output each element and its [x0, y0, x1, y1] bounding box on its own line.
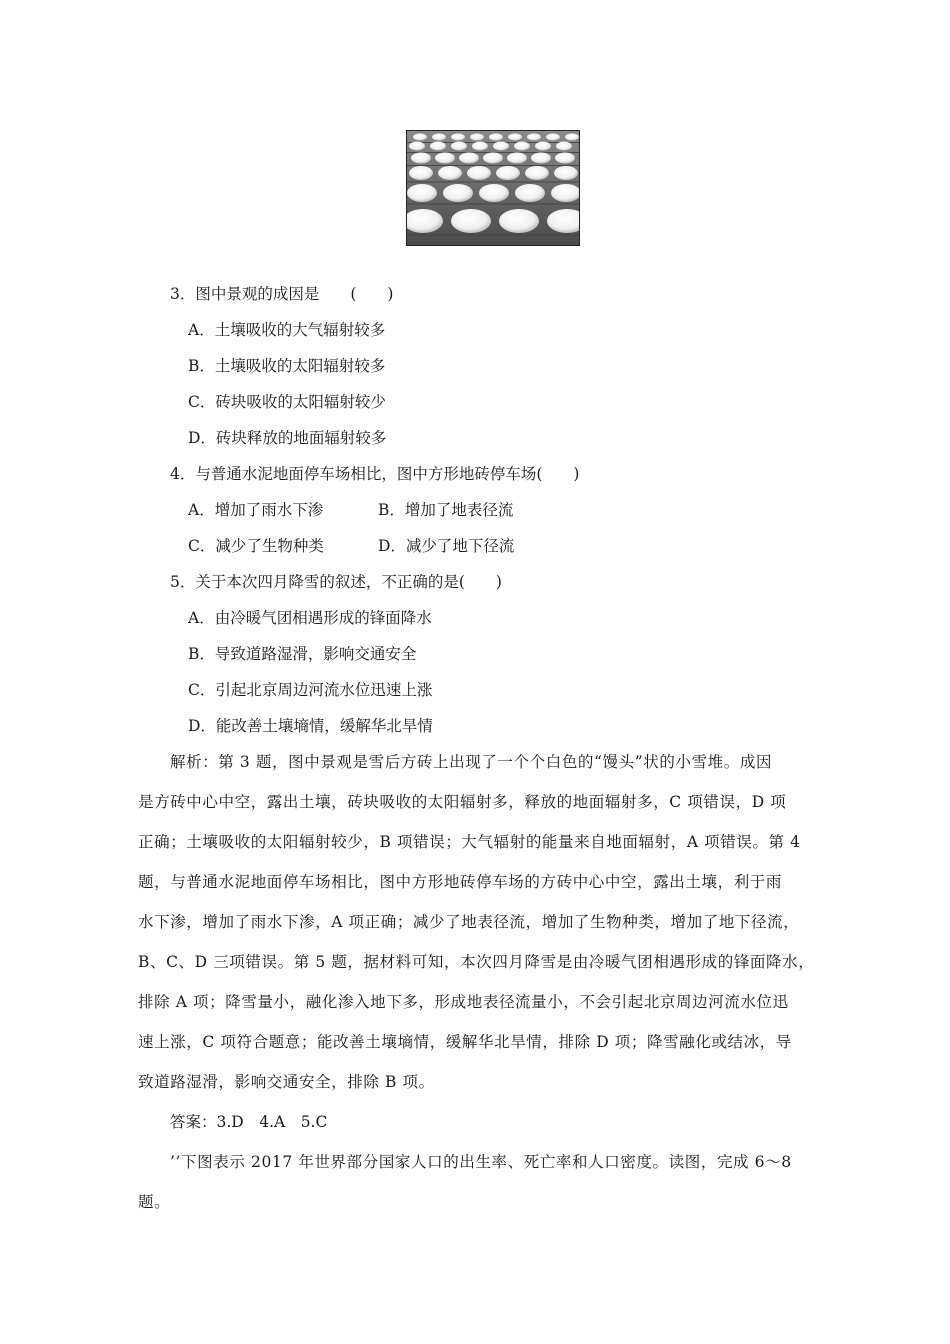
snow-mound [508, 134, 522, 141]
analysis-line: 水下渗，增加了雨水下渗，A 项正确；减少了地表径流，增加了生物种类，增加了地下径流， [138, 913, 800, 931]
snow-mound [413, 134, 427, 141]
question-3-option-a: A．土壤吸收的大气辐射较多 [188, 321, 386, 339]
question-5-option-b: B．导致道路湿滑，影响交通安全 [188, 645, 417, 663]
analysis-line: 题，与普通水泥地面停车场相比，图中方形地砖停车场的方砖中心中空，露出土壤，利于雨 [138, 873, 783, 891]
snow-mound [438, 166, 462, 180]
snow-mound [525, 166, 549, 180]
snow-mound [443, 184, 473, 202]
snow-mound [531, 153, 551, 164]
snow-mound [515, 184, 545, 202]
snow-mound [430, 142, 446, 151]
snow-mound [409, 142, 425, 151]
snow-mound [507, 153, 527, 164]
analysis-line: 致道路湿滑，影响交通安全，排除 B 项。 [138, 1073, 435, 1091]
question-4-option-d: D．减少了地下径流 [378, 537, 515, 555]
snow-mound [467, 166, 491, 180]
snow-mound [435, 153, 455, 164]
question-5-option-d: D．能改善土壤墒情，缓解华北旱情 [188, 717, 433, 735]
snow-mound [555, 153, 575, 164]
analysis-line: B、C、D 三项错误。第 5 题，据材料可知，本次四月降雪是由冷暖气团相遇形成的锋面降水， [138, 953, 815, 971]
snow-mound [409, 166, 433, 180]
snow-mound [459, 153, 479, 164]
snow-mound [493, 142, 509, 151]
analysis-line: 正确；土壤吸收的太阳辐射较少，B 项错误；大气辐射的能量来自地面辐射，A 项错误。第 4 [138, 833, 801, 851]
question-3-stem: 3．图中景观的成因是 ( ) [170, 285, 394, 303]
snow-mound [451, 142, 467, 151]
analysis-line: 排除 A 项；降雪量小，融化渗入地下多，形成地表径流量小，不会引起北京周边河流水位迅 [138, 993, 789, 1011]
question-5-option-c: C．引起北京周边河流水位迅速上涨 [188, 681, 433, 699]
snow-mound [407, 184, 437, 202]
intro-line: 题。 [138, 1193, 171, 1211]
snow-mound [432, 134, 446, 141]
question-4-option-c: C．减少了生物种类 [188, 537, 324, 555]
question-4-option-b: B．增加了地表径流 [378, 501, 514, 519]
analysis-line: 是方砖中心中空，露出土壤，砖块吸收的太阳辐射多，释放的地面辐射多，C 项错误，D 项 [138, 793, 787, 811]
snow-mound [483, 153, 503, 164]
snow-mound [535, 142, 551, 151]
snow-mound [514, 142, 530, 151]
question-3-option-c: C．砖块吸收的太阳辐射较少 [188, 393, 386, 411]
snow-mound [556, 142, 572, 151]
intro-line: ’’下图表示 2017 年世界部分国家人口的出生率、死亡率和人口密度。读图，完成 6～8 [170, 1153, 792, 1171]
snow-mound [565, 134, 579, 141]
snow-mound [470, 134, 484, 141]
snow-mound [479, 184, 509, 202]
question-5-option-a: A．由冷暖气团相遇形成的锋面降水 [188, 609, 432, 627]
question-3-option-d: D．砖块释放的地面辐射较多 [188, 429, 387, 447]
snow-mound [472, 142, 488, 151]
analysis-line: 解析：第 3 题，图中景观是雪后方砖上出现了一个个白色的“馒头”状的小雪堆。成因 [170, 753, 773, 771]
snow-mound [451, 209, 491, 233]
question-3-option-b: B．土壤吸收的太阳辐射较多 [188, 357, 386, 375]
snow-mound [451, 134, 465, 141]
snow-mound-photo [406, 130, 580, 246]
analysis-line: 速上涨，C 项符合题意；能改善土壤墒情，缓解华北旱情，排除 D 项；降雪融化或结冰，导 [138, 1033, 792, 1051]
snow-mound [499, 209, 539, 233]
snow-mound [554, 166, 578, 180]
snow-mound [527, 134, 541, 141]
question-4-option-a: A．增加了雨水下渗 [188, 501, 324, 519]
snow-mound [489, 134, 503, 141]
snow-mound [546, 134, 560, 141]
snow-mound [496, 166, 520, 180]
question-4-stem: 4．与普通水泥地面停车场相比，图中方形地砖停车场( ) [170, 465, 580, 483]
question-5-stem: 5．关于本次四月降雪的叙述，不正确的是( ) [170, 573, 502, 591]
snow-mound [411, 153, 431, 164]
answer-line: 答案：3.D 4.A 5.C [170, 1113, 328, 1131]
